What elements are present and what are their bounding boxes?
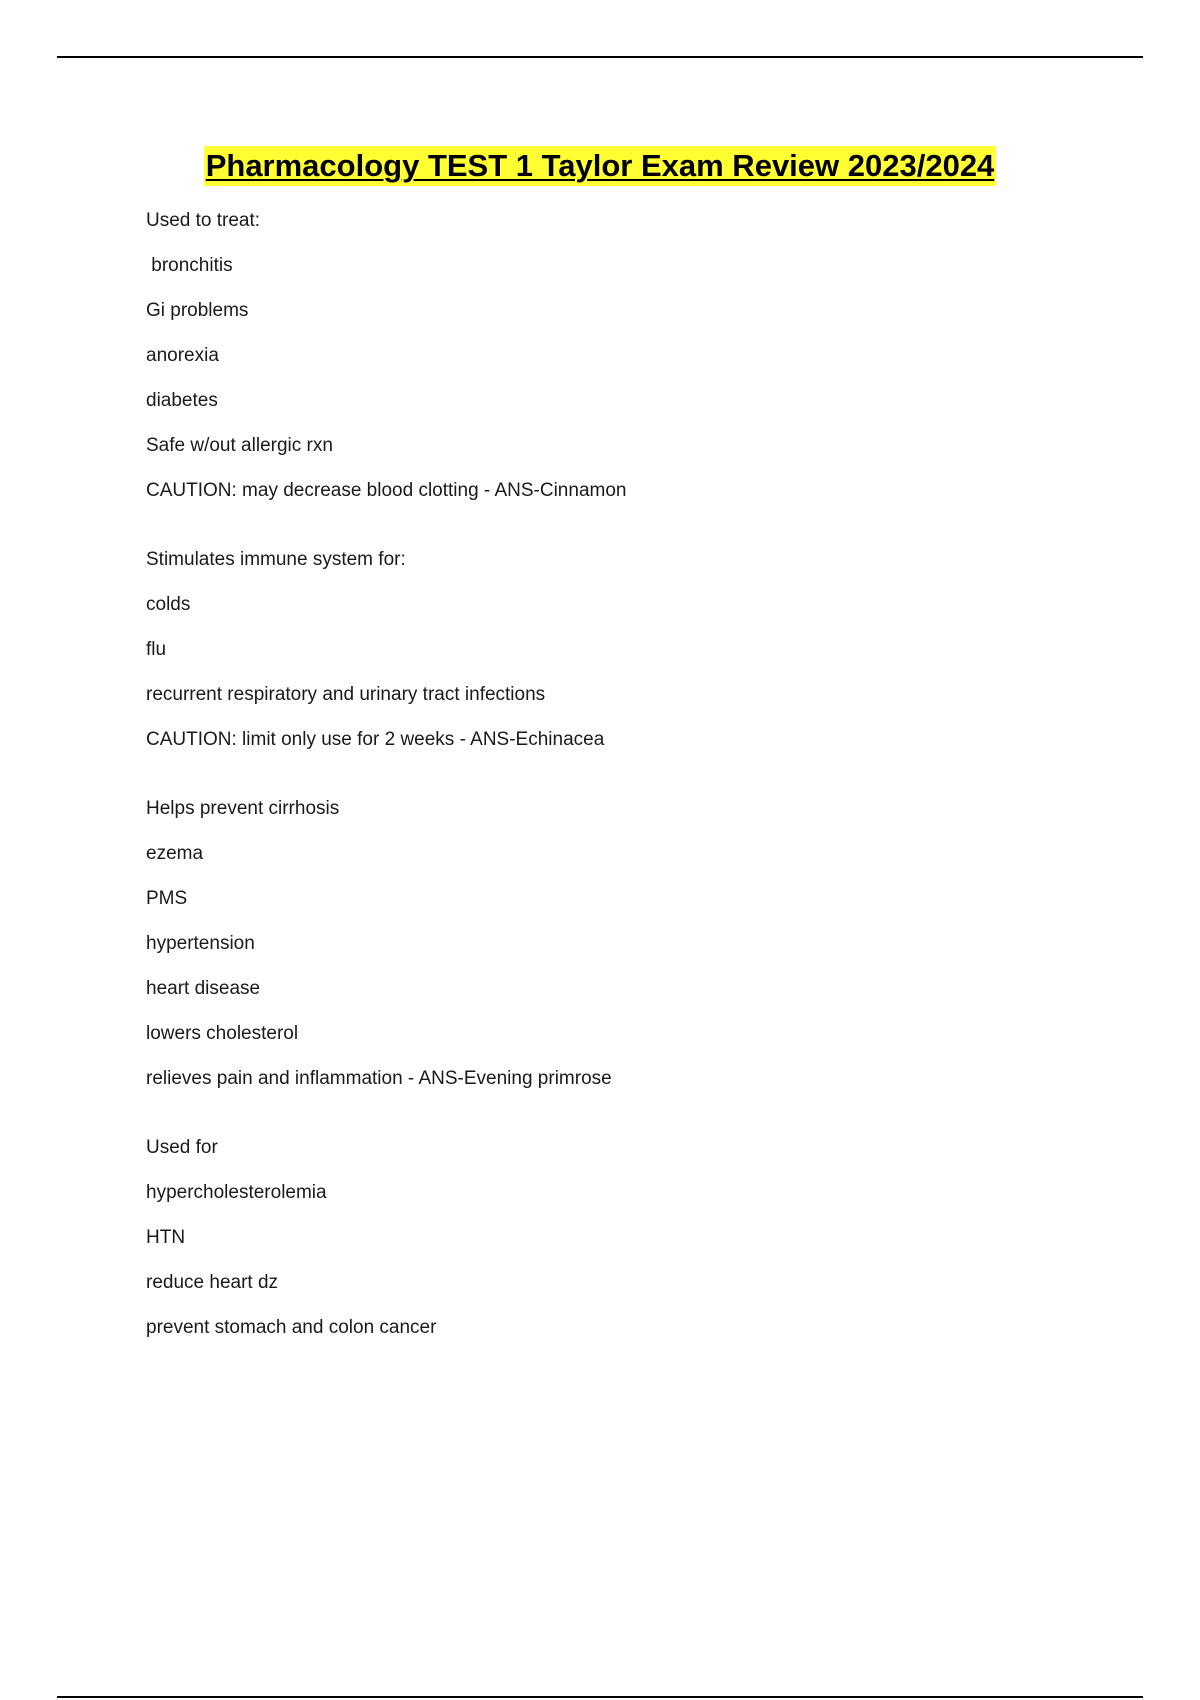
title-container bbox=[0, 146, 1200, 186]
text-line: Gi problems bbox=[146, 300, 249, 321]
text-line: diabetes bbox=[146, 390, 218, 411]
text-line: relieves pain and inflammation - ANS-Evening primrose bbox=[146, 1068, 612, 1089]
question-block bbox=[146, 797, 1126, 1091]
text-line: anorexia bbox=[146, 345, 219, 366]
text-line: Used to treat: bbox=[146, 210, 261, 231]
text-line: Stimulates immune system for: bbox=[146, 549, 406, 570]
text-line: lowers cholesterol bbox=[146, 1023, 299, 1044]
text-line: recurrent respiratory and urinary tract infections bbox=[146, 684, 546, 705]
text-line: CAUTION: limit only use for 2 weeks - ANS-Echinacea bbox=[146, 729, 605, 750]
text-line: Helps prevent cirrhosis bbox=[146, 798, 340, 819]
text-line: Safe w/out allergic rxn bbox=[146, 435, 333, 456]
text-line: PMS bbox=[146, 888, 188, 909]
text-line: colds bbox=[146, 594, 191, 615]
header-rule bbox=[57, 56, 1143, 58]
text-line: hypercholesterolemia bbox=[146, 1182, 327, 1203]
text-line: reduce heart dz bbox=[146, 1272, 279, 1293]
text-line: HTN bbox=[146, 1227, 186, 1248]
text-line: CAUTION: may decrease blood clotting - ANS-Cinnamon bbox=[146, 480, 627, 501]
text-line: bronchitis bbox=[146, 255, 233, 276]
question-block bbox=[146, 1136, 1126, 1340]
question-block bbox=[146, 209, 1126, 503]
text-line: flu bbox=[146, 639, 167, 660]
text-line: prevent stomach and colon cancer bbox=[146, 1317, 437, 1338]
footer-rule bbox=[57, 1696, 1143, 1698]
text-line: heart disease bbox=[146, 978, 261, 999]
document-body bbox=[146, 209, 1126, 1361]
text-line: Used for bbox=[146, 1137, 218, 1158]
text-line: hypertension bbox=[146, 933, 255, 954]
question-block bbox=[146, 548, 1126, 752]
document-title: Pharmacology TEST 1 Taylor Exam Review 2023/2024 bbox=[204, 146, 997, 186]
text-line: ezema bbox=[146, 843, 204, 864]
